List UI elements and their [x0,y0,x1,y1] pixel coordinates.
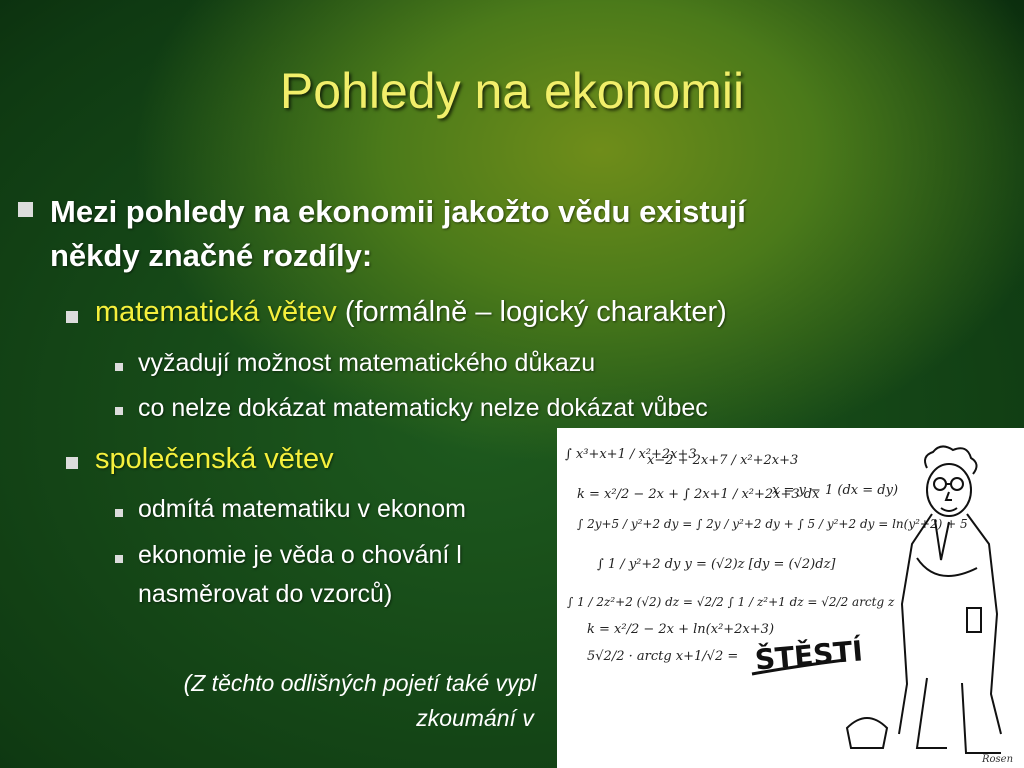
bullet-square [66,311,78,323]
bullet-main-line1: Mezi pohledy na ekonomii jakožto vědu existují [50,194,746,229]
equation: ∫ 2y+5 / y²+2 dy = ∫ 2y / y²+2 dy + ∫ 5 / y²+2 dy = ln(y²+2) + 5 [577,517,968,531]
cartoon-drawing [557,428,1024,768]
equation: x−2 + 2x+7 / x²+2x+3 [647,453,799,468]
conclusion-quote-line2: zkoumání v [416,705,534,731]
equation: ∫ 1 / 2z²+2 (√2) dz = √2/2 ∫ 1 / z²+1 dz = √2/2 arctg z [567,595,895,609]
slide-title: Pohledy na ekonomii [279,63,745,119]
social-branch-heading: společenská větev [95,443,334,475]
math-branch-description: (formálně – logický charakter) [336,296,727,328]
cartoon-signature: Rosen [982,754,1014,765]
cartoon-caption: ŠTĚSTÍ [753,634,865,677]
bullet-square [66,457,78,469]
social-subbullet-1: odmítá matematiku v ekonom [138,495,466,523]
cartoon-scientist-image [557,428,1024,768]
bullet-main [50,190,970,278]
bullet-square [115,555,123,563]
bullet-square [115,509,123,517]
social-subbullet-2-line1: ekonomie je věda o chování l [138,541,462,569]
social-subbullet-2-line2: nasměrovat do vzorců) [138,580,393,608]
bullet-math-branch [95,296,727,329]
equation: k = x²/2 − 2x + ln(x²+2x+3) [587,622,775,637]
conclusion-quote-line1: (Z těchto odlišných pojetí také vypl [183,670,537,696]
math-subbullet-2: co nelze dokázat matematicky nelze dokázat vůbec [138,394,708,422]
equation: x = y − 1 (dx = dy) [772,483,899,498]
math-branch-heading: matematická větev [95,296,337,328]
bullet-main-line2: někdy značné rozdíly: [50,238,373,273]
bullet-square [115,407,123,415]
bullet-square [115,363,123,371]
bullet-square [18,202,33,217]
equation: ∫ x³+x+1 / x²+2x+3 [565,447,697,462]
equation: k = x²/2 − 2x + ∫ 2x+1 / x²+2x+3 dx [577,487,820,502]
equation: 5√2/2 · arctg x+1/√2 = [587,649,739,664]
math-subbullet-1: vyžadují možnost matematického důkazu [138,349,596,377]
equation: ∫ 1 / y²+2 dy y = (√2)z [dy = (√2)dz] [597,557,836,572]
